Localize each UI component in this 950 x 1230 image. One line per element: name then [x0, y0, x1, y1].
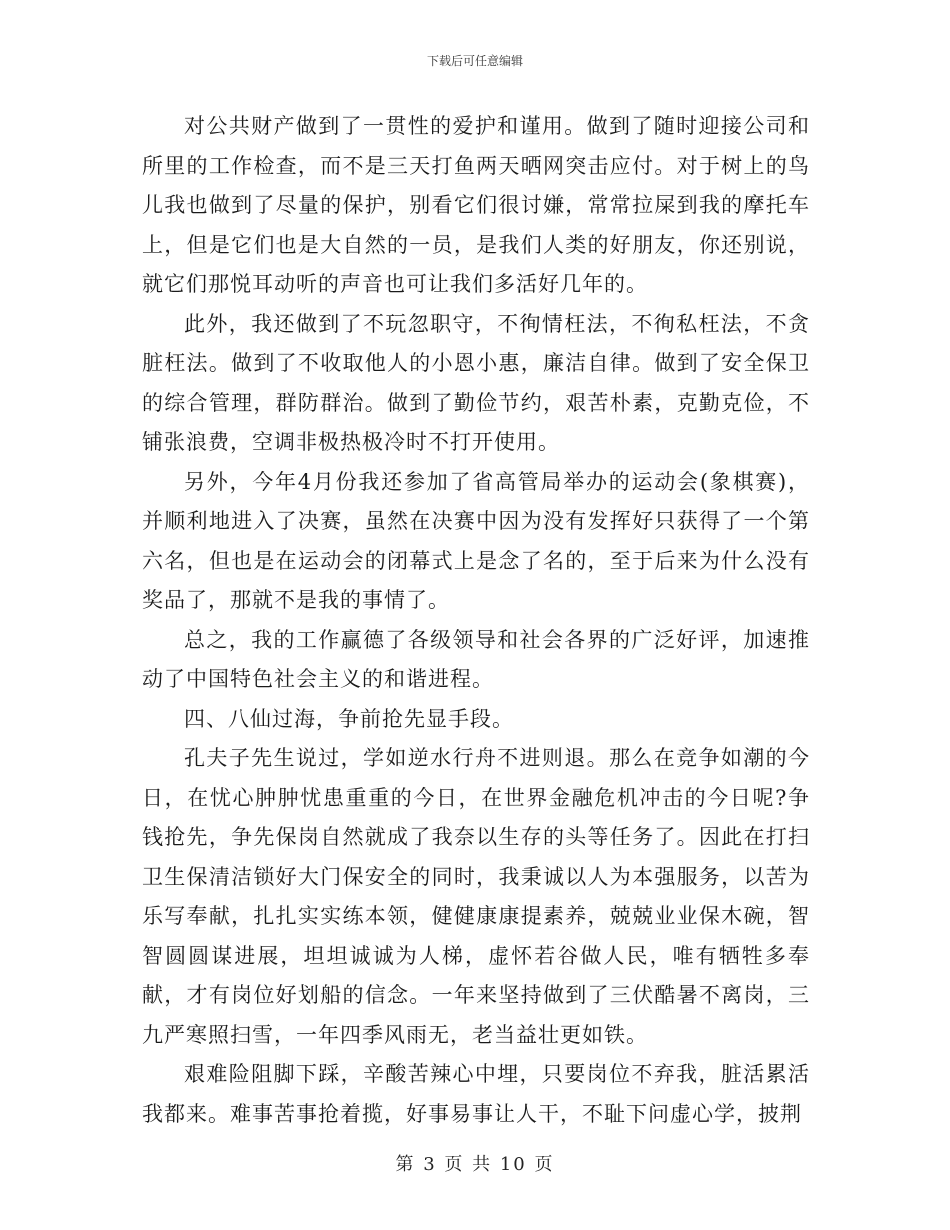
paragraph-5: 孔夫子先生说过，学如逆水行舟不进则退。那么在竞争如潮的今日，在忧心肿肿忧患重重的今日，在世界金融危机冲击的今日呢?争钱抢先，争先保岗自然就成了我奈以生存的头等任务了。因此在打扫卫生保清洁锁好大门保安全的同时，我秉诚以人为本强服务，以苦为乐写奉献，扎扎实实练本领，健健康康提素养，兢兢业业保木碗，智智圆圆谋进展，坦坦诚诚为人梯，虚怀若谷做人民，唯有牺牲多奉献，才有岗位好划船的信念。一年来坚持做到了三伏酷暑不离岗，三九严寒照扫雪，一年四季风雨无，老当益壮更如铁。	[142, 746, 810, 1047]
paragraph-4: 总之，我的工作赢德了各级领导和社会各界的广泛好评，加速推动了中国特色社会主义的和谐进程。	[142, 627, 810, 691]
section-heading: 四、八仙过海，争前抢先显手段。	[184, 706, 514, 731]
paragraph-3: 另外，今年4月份我还参加了省高管局举办的运动会(象棋赛)，并顺利地进入了决赛，虽然在决赛中因为没有发挥好只获得了一个第六名，但也是在运动会的闭幕式上是念了名的，至于后来为什么没有奖品了，那就不是我的事情了。	[142, 469, 810, 612]
paragraph-2: 此外，我还做到了不玩忽职守，不徇情枉法，不徇私枉法，不贪脏枉法。做到了不收取他人的小恩小惠，廉洁自律。做到了安全保卫的综合管理，群防群治。做到了勤俭节约，艰苦朴素，克勤克俭，不铺张浪费，空调非极热极冷时不打开使用。	[142, 311, 810, 454]
paragraph-6: 艰难险阻脚下踩，辛酸苦辣心中埋，只要岗位不弃我，脏活累活我都来。难事苦事抢着揽，好事易事让人干，不耻下问虚心学，披荆	[142, 1062, 810, 1126]
page-footer: 第 3 页 共 10 页	[395, 1154, 555, 1175]
document-body	[142, 107, 810, 1134]
page-header: 下载后可任意编辑	[426, 54, 523, 68]
paragraph-1: 对公共财产做到了一贯性的爱护和谨用。做到了随时迎接公司和所里的工作检查，而不是三天打鱼两天晒网突击应付。对于树上的鸟儿我也做到了尽量的保护，别看它们很讨嫌，常常拉屎到我的摩托车上，但是它们也是大自然的一员，是我们人类的好朋友，你还别说，就它们那悦耳动听的声音也可让我们多活好几年的。	[142, 114, 810, 296]
